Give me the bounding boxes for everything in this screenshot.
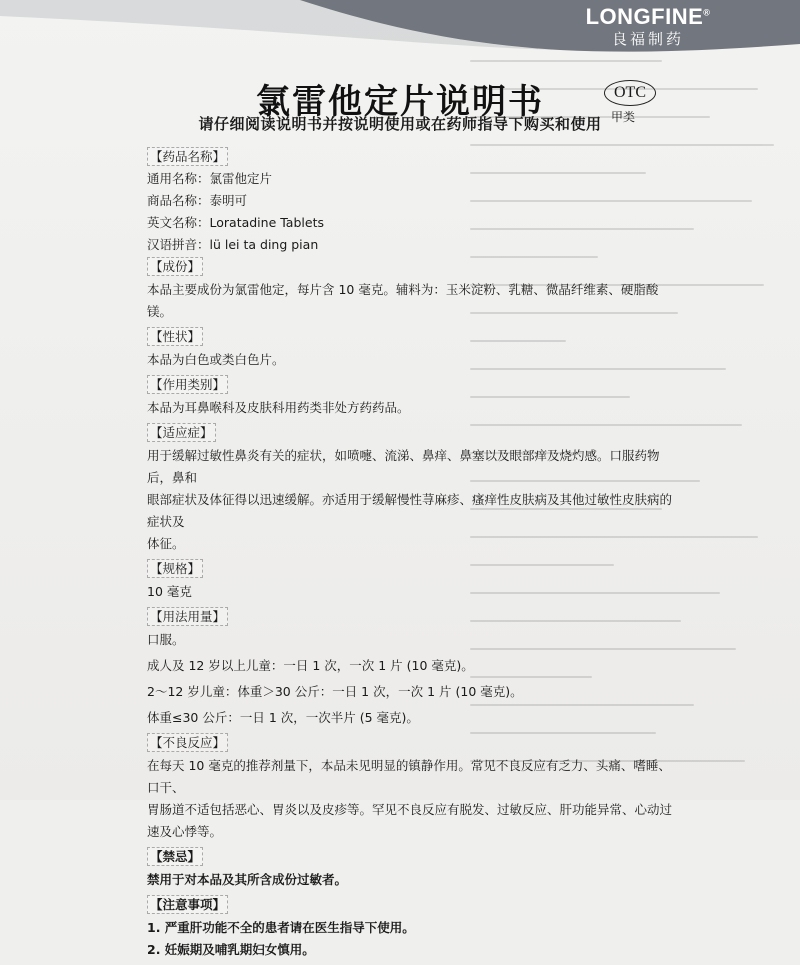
trade-name: 商品名称：泰明可 [147,193,248,208]
pinyin-name: 汉语拼音：lü lei ta ding pian [147,237,319,252]
precautions-text: 1. 严重肝功能不全的患者请在医生指导下使用。 2. 妊娠期及哺乳期妇女慎用。 [147,920,415,957]
indications-text: 用于缓解过敏性鼻炎有关的症状，如喷嚏、流涕、鼻痒、鼻塞以及眼部痒及烧灼感。口服药物后，鼻和 眼部症状及体征得以迅速缓解。亦适用于缓解慢性荨麻疹、瘙痒性皮肤病及其他过敏性皮肤病的症状及 体征。 [147,448,673,551]
otc-class: 甲类 [611,110,636,124]
section-header-adverse: 【不良反应】 [147,733,677,755]
section-header-dosage: 【用法用量】 [147,607,677,629]
character-text: 本品为白色或类白色片。 [147,352,285,367]
adverse-text: 在每天 10 毫克的推荐剂量下，本品未见明显的镇静作用。常见不良反应有乏力、头痛、嗜睡、口干、 胃肠道不适包括恶心、胃炎以及皮疹等。罕见不良反应有脱发、过敏反应、肝功能异常、心动过速及心悸等。 [147,758,673,839]
section-header-contraindication: 【禁忌】 [147,847,677,869]
composition-text: 本品主要成份为氯雷他定，每片含 10 毫克。辅料为：玉米淀粉、乳糖、微晶纤维素、硬脂酸镁。 [147,282,659,319]
section-header-drug-name: 【药品名称】 [147,147,677,169]
english-name: 英文名称：Loratadine Tablets [147,215,324,230]
section-header-category: 【作用类别】 [147,375,677,397]
page-title: 氯雷他定片说明书 [256,82,544,122]
section-header-composition: 【成份】 [147,257,677,279]
contraindication-text: 禁用于对本品及其所含成份过敏者。 [147,872,348,887]
spec-text: 10 毫克 [147,584,192,599]
brand-logo: LONGFINE® 良福制药 [585,4,711,48]
category-text: 本品为耳鼻喉科及皮肤科用药类非处方药药品。 [147,400,410,415]
generic-name: 通用名称：氯雷他定片 [147,171,273,186]
usage-notice: 请仔细阅读说明书并按说明使用或在药师指导下购买和使用 [198,115,602,133]
otc-badge: OTC [604,80,656,106]
section-header-character: 【性状】 [147,327,677,349]
dosage-text: 口服。 成人及 12 岁以上儿童：一日 1 次，一次 1 片 (10 毫克)。 2～12 岁儿童：体重＞30 公斤：一日 1 次，一次 1 片 (10 毫克)。 体重≤30 公斤：一日 1 次，一次半片 (5 毫克)。 [147,632,523,725]
section-header-precautions: 【注意事项】 [147,895,677,917]
section-header-indications: 【适应症】 [147,423,677,445]
leaflet-content [147,147,677,965]
section-header-spec: 【规格】 [147,559,677,581]
